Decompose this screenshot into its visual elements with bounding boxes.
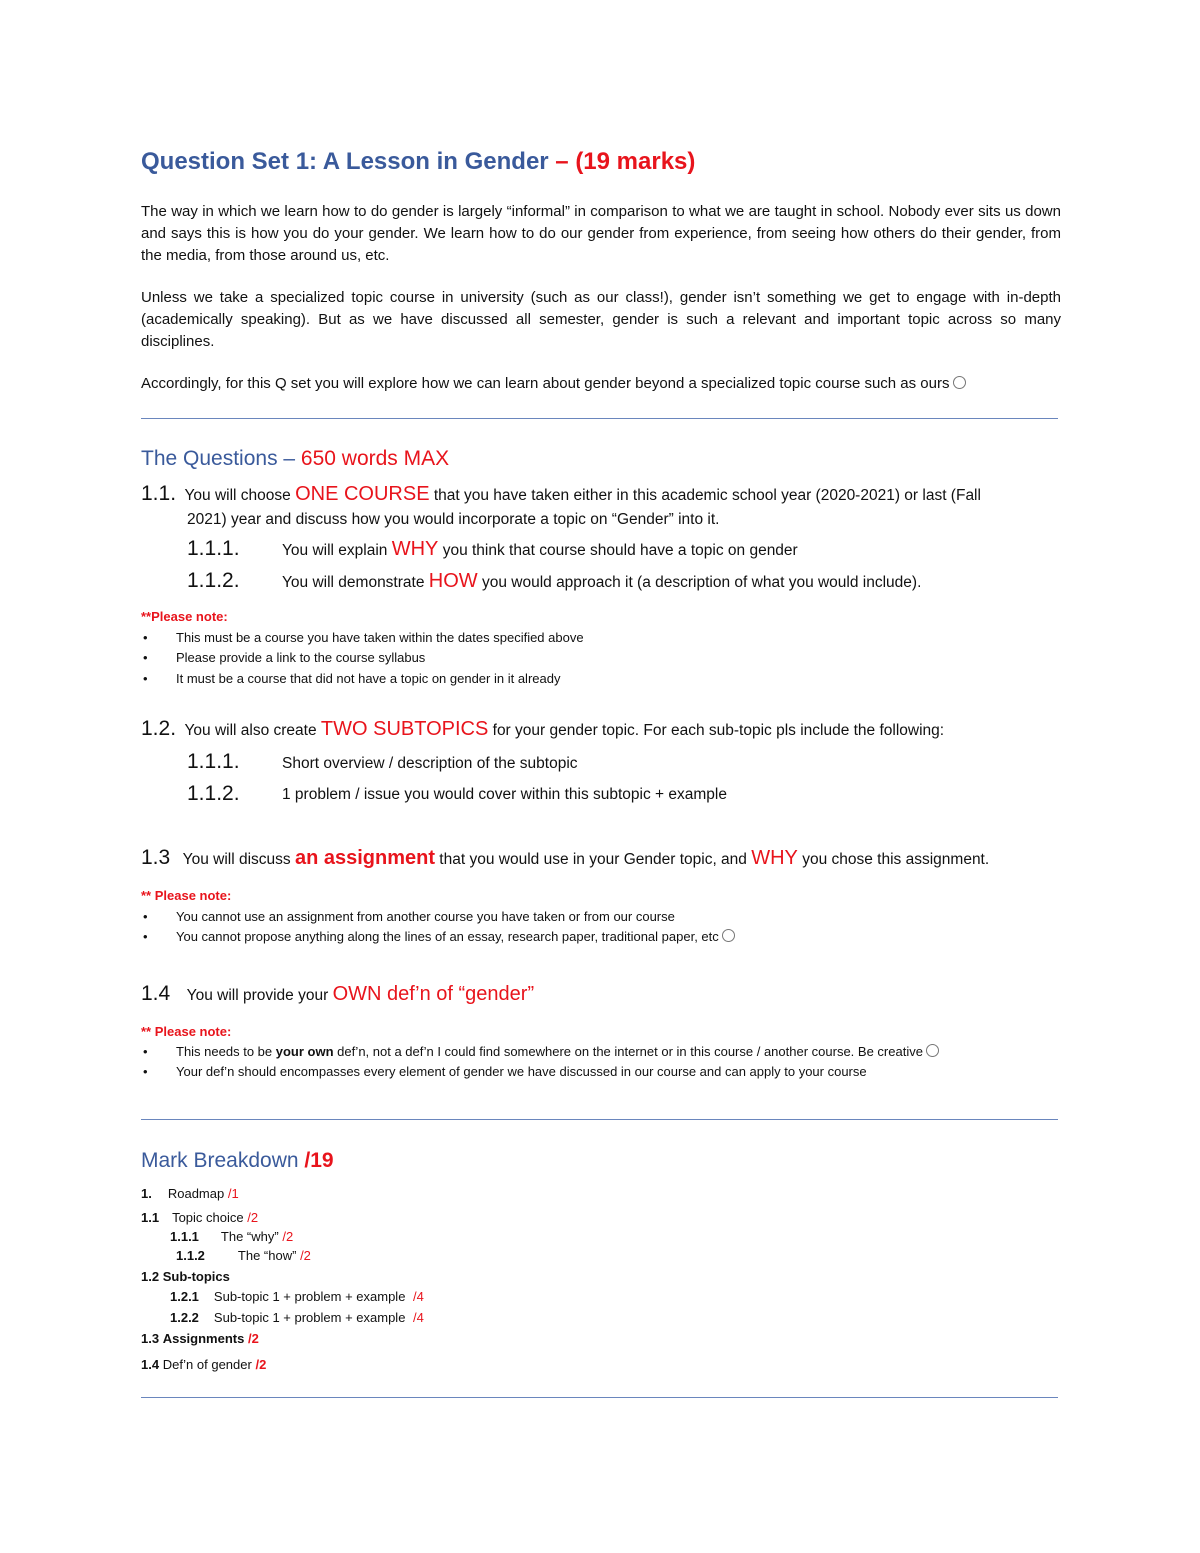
bullet-icon: •: [143, 909, 148, 924]
smiley-icon: [722, 929, 735, 942]
questions-heading: [141, 447, 449, 471]
sub-question-post: you would approach it (a description of what you would include).: [477, 574, 922, 591]
mark-item-label: The “how”: [237, 1248, 301, 1263]
smiley-icon: [953, 376, 966, 389]
sub-question-emphasis: WHY: [391, 538, 439, 560]
question-emphasis: TWO SUBTOPICS: [320, 718, 489, 740]
intro-paragraph-3-text: Accordingly, for this Q set you will explore how we can learn about gender beyond a specialized topic course such as ours: [141, 375, 950, 392]
mark-item-sub-topic-1: [170, 1289, 424, 1304]
question-1-2: [141, 717, 944, 741]
list-item: [141, 628, 584, 648]
mark-item-number: 1.1: [141, 1210, 160, 1225]
mark-breakdown-heading: [141, 1149, 334, 1173]
note-text: This must be a course you have taken within the dates specified above: [176, 630, 584, 645]
question-1-2-sub1-text: Short overview / description of the subtopic: [282, 755, 578, 772]
mark-item-number: 1.2.1: [170, 1289, 199, 1304]
note-text: You cannot use an assignment from another course you have taken or from our course: [176, 909, 675, 924]
question-1-2-sub2-text: 1 problem / issue you would cover within this subtopic + example: [282, 786, 727, 803]
intro-paragraph-2: Unless we take a specialized topic course in university (such as our class!), gender isn’t something we get to engage with in-depth (academically speaking). But as we have discussed all semester, gender is such a relevant and important topic across so many disciplines.: [141, 289, 1061, 350]
mark-item-label: The “why”: [220, 1229, 283, 1244]
note-heading: ** Please note:: [141, 1024, 232, 1039]
question-text-post: you chose this assignment.: [797, 851, 990, 868]
mark-item-roadmap: [141, 1186, 239, 1201]
divider-2: [141, 1119, 1058, 1120]
note-heading: **Please note:: [141, 609, 228, 624]
mark-breakdown-heading-text: Mark Breakdown: [141, 1149, 305, 1172]
intro-paragraph-1: The way in which we learn how to do gender is largely “informal” in comparison to what we are taught in school. Nobody ever sits us down and says this is how you do your gender. We learn how to do our gender from experience, from seeing how others do their gender, from the media, from those around us, etc.: [141, 203, 1061, 264]
smiley-icon: [926, 1044, 939, 1057]
mark-item-why: [170, 1229, 293, 1244]
note-text-bold: your own: [275, 1044, 334, 1059]
question-1-1: [141, 482, 981, 506]
question-number: 1.2.: [141, 717, 177, 740]
mark-item-label: Assignments: [162, 1331, 248, 1346]
question-text-mid: that you would use in your Gender topic, and: [435, 851, 752, 868]
page-title: [141, 148, 695, 176]
title-marks: – (19 marks): [555, 148, 696, 175]
note-list-1-4: [141, 1042, 939, 1083]
question-1-4: [141, 982, 534, 1006]
bullet-icon: •: [143, 630, 148, 645]
mark-item-value: /2: [255, 1357, 267, 1372]
question-text-post: for your gender topic. For each sub-topic pls include the following:: [488, 722, 945, 739]
note-text: It must be a course that did not have a topic on gender in it already: [176, 670, 561, 686]
mark-item-number: 1.2.2: [170, 1310, 199, 1325]
question-1-2-sub2: [187, 782, 240, 806]
question-number: 1.1.: [141, 482, 177, 505]
question-emphasis: OWN def’n of “gender”: [332, 983, 535, 1005]
list-item: [141, 1042, 939, 1062]
mark-item-label: Sub-topic 1 + problem + example: [213, 1310, 410, 1325]
question-number: 1.3: [141, 846, 171, 869]
sub-question-number: 1.1.2.: [187, 782, 240, 805]
question-text-pre: You will also create: [184, 722, 321, 739]
question-text-post: that you have taken either in this academic school year (2020-2021) or last (Fall: [429, 487, 981, 504]
note-text: You cannot propose anything along the lines of an essay, research paper, traditional paper, etc: [176, 929, 719, 945]
question-1-1-1: [187, 537, 240, 561]
bullet-icon: •: [143, 650, 148, 666]
question-1-1-2: [187, 569, 240, 593]
mark-item-value: /1: [227, 1186, 239, 1201]
list-item: [141, 669, 584, 689]
bullet-icon: •: [143, 1044, 148, 1059]
sub-question-pre: You will explain: [282, 542, 392, 559]
note-text-pre: This needs to be: [176, 1044, 276, 1059]
mark-item-label: Roadmap: [167, 1186, 228, 1201]
sub-question-post: you think that course should have a topic on gender: [438, 542, 798, 559]
mark-breakdown-total: /19: [304, 1149, 334, 1172]
mark-item-value: /4: [413, 1289, 424, 1304]
list-item: [141, 1062, 939, 1082]
sub-question-number: 1.1.2.: [187, 569, 240, 592]
bullet-icon: •: [143, 670, 148, 686]
question-text-pre: You will discuss: [182, 851, 295, 868]
question-1-1-2-text: [282, 570, 921, 593]
question-emphasis: ONE COURSE: [295, 483, 430, 505]
note-text-post: def’n, not a def’n I could find somewhere on the internet or in this course / another course. Be creative: [333, 1044, 923, 1059]
question-emphasis-2: WHY: [751, 847, 798, 869]
sub-question-pre: You will demonstrate: [282, 574, 429, 591]
mark-item-definition: [141, 1357, 266, 1372]
question-number: 1.4: [141, 982, 171, 1005]
sub-question-number: 1.1.1.: [187, 537, 240, 560]
mark-item-number: 1.2: [141, 1269, 160, 1284]
questions-heading-text: The Questions –: [141, 447, 301, 470]
bullet-icon: •: [143, 929, 148, 945]
question-1-1-line2: 2021) year and discuss how you would incorporate a topic on “Gender” into it.: [187, 511, 720, 528]
note-text: Please provide a link to the course syllabus: [176, 650, 426, 666]
question-text-pre: You will choose: [184, 487, 296, 504]
mark-item-sub-topic-2: [170, 1310, 424, 1325]
mark-item-number: 1.3: [141, 1331, 160, 1346]
sub-question-number: 1.1.1.: [187, 750, 240, 773]
mark-item-assignments: [141, 1331, 259, 1346]
question-emphasis: an assignment: [294, 847, 435, 869]
questions-word-limit: 650 words MAX: [300, 447, 450, 470]
question-1-3: [141, 846, 989, 870]
question-1-1-1-text: [282, 538, 798, 561]
mark-item-how: [176, 1248, 311, 1263]
list-item: [141, 927, 735, 947]
bullet-icon: •: [143, 1064, 148, 1080]
mark-item-label: Sub-topics: [162, 1269, 230, 1284]
mark-item-label: Topic choice: [172, 1210, 248, 1225]
intro-paragraph-3: [141, 373, 1061, 395]
mark-item-topic-choice: [141, 1210, 258, 1225]
list-item: [141, 907, 735, 927]
note-text: Your def’n should encompasses every element of gender we have discussed in our course and can apply to your course: [176, 1064, 867, 1080]
mark-item-number: 1.4: [141, 1357, 160, 1372]
mark-item-number: 1.: [141, 1186, 152, 1201]
question-text-pre: You will provide your: [186, 987, 333, 1004]
question-1-2-sub1: [187, 750, 240, 774]
mark-item-value: /2: [247, 1210, 259, 1225]
mark-item-number: 1.1.1: [170, 1229, 199, 1244]
title-main: Question Set 1: A Lesson in Gender: [141, 148, 556, 175]
note-list-1-3: [141, 907, 735, 948]
sub-question-emphasis: HOW: [428, 570, 478, 592]
mark-item-sub-topics: [141, 1269, 230, 1284]
list-item: [141, 648, 584, 668]
mark-item-value: /2: [282, 1229, 294, 1244]
note-list-1-1: [141, 628, 584, 689]
divider-3: [141, 1397, 1058, 1398]
mark-item-value: /2: [247, 1331, 259, 1346]
intro-section: [141, 201, 1061, 415]
mark-item-label: Def’n of gender: [162, 1357, 256, 1372]
note-heading: ** Please note:: [141, 888, 232, 903]
mark-item-value: /4: [413, 1310, 424, 1325]
mark-item-number: 1.1.2: [176, 1248, 205, 1263]
mark-item-label: Sub-topic 1 + problem + example: [213, 1289, 410, 1304]
divider-1: [141, 418, 1058, 419]
mark-item-value: /2: [300, 1248, 311, 1263]
